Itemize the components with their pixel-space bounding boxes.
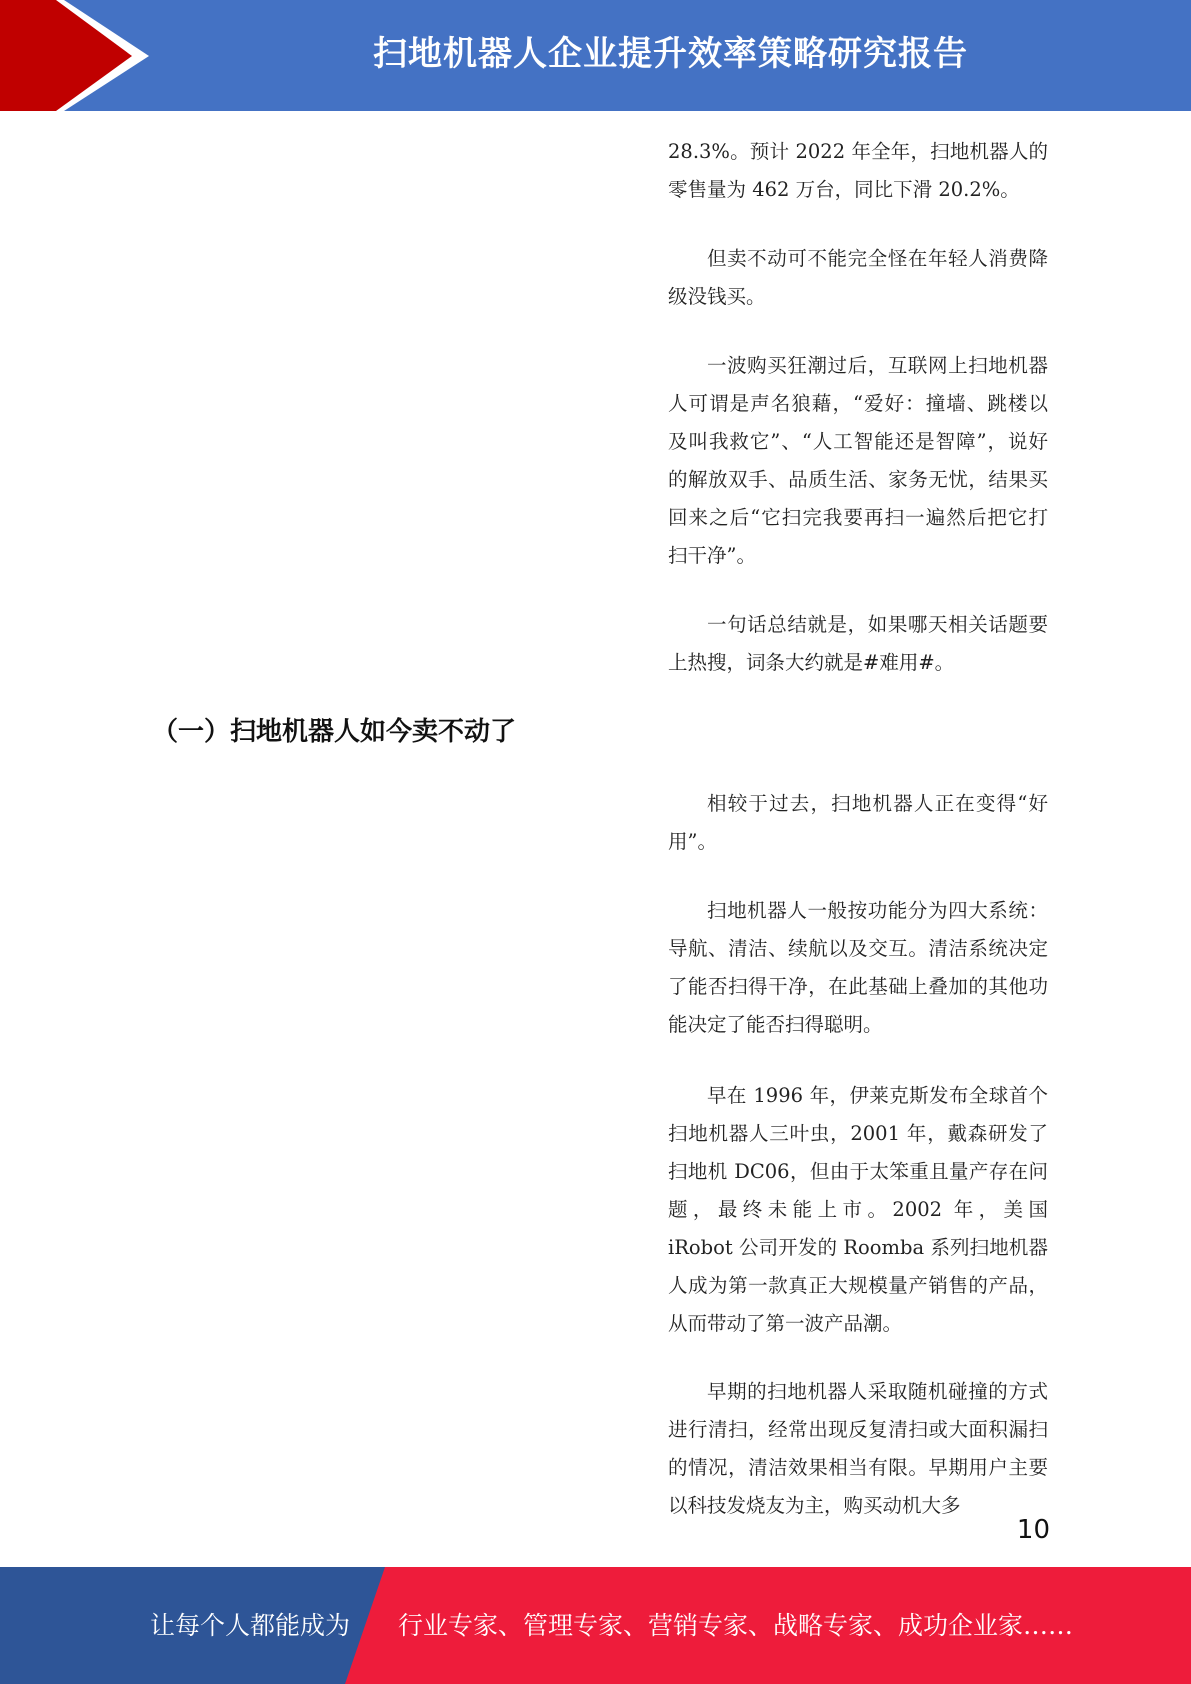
section-heading: （一）扫地机器人如今卖不动了: [152, 717, 517, 747]
footer-slogan-left: 让每个人都能成为: [149, 1611, 350, 1640]
paragraph-summary-hard-to-use: 一句话总结就是，如果哪天相关话题要上热搜，词条大约就是#难用#。: [668, 613, 1048, 674]
paragraph-sales-forecast: 28.3%。预计 2022 年全年，扫地机器人的零售量为 462 万台，同比下滑 20.2%。: [668, 140, 1048, 201]
paragraph-early-robots: 早期的扫地机器人采取随机碰撞的方式进行清扫，经常出现反复清扫或大面积漏扫的情况，清洁效果相当有限。早期用户主要以科技发烧友为主，购买动机大多: [668, 1380, 1048, 1517]
footer-banner: [0, 1567, 1191, 1684]
paragraph-bad-reputation: 一波购买狂潮过后，互联网上扫地机器人可谓是声名狼藉，“爱好：撞墙、跳楼以及叫我救它”、“人工智能还是智障”，说好的解放双手、品质生活、家务无忧，结果买回来之后“它扫完我要再扫一遍然后把它打扫干净”。: [668, 354, 1048, 567]
paragraph-history: 早在 1996 年，伊莱克斯发布全球首个扫地机器人三叶虫，2001 年，戴森研发了扫地机 DC06，但由于太笨重且量产存在问题，最终未能上市。2002 年，美国 iRobot 公司开发的 Roomba 系列扫地机器人成为第一款真正大规模量产销售的产品，从而带动了第一波产品潮。: [668, 1084, 1048, 1335]
page-number: 10: [1016, 1515, 1050, 1545]
paragraph-not-consumer-fault: 但卖不动可不能完全怪在年轻人消费降级没钱买。: [668, 247, 1048, 308]
report-title: 扫地机器人企业提升效率策略研究报告: [373, 34, 968, 74]
paragraph-four-systems: 扫地机器人一般按功能分为四大系统：导航、清洁、续航以及交互。清洁系统决定了能否扫得干净，在此基础上叠加的其他功能决定了能否扫得聪明。: [668, 899, 1048, 1036]
paragraph-becoming-useful: 相较于过去，扫地机器人正在变得“好用”。: [668, 792, 1048, 853]
footer-slogan-right: 行业专家、管理专家、营销专家、战略专家、成功企业家……: [398, 1611, 1074, 1640]
header-banner: [0, 0, 1191, 111]
